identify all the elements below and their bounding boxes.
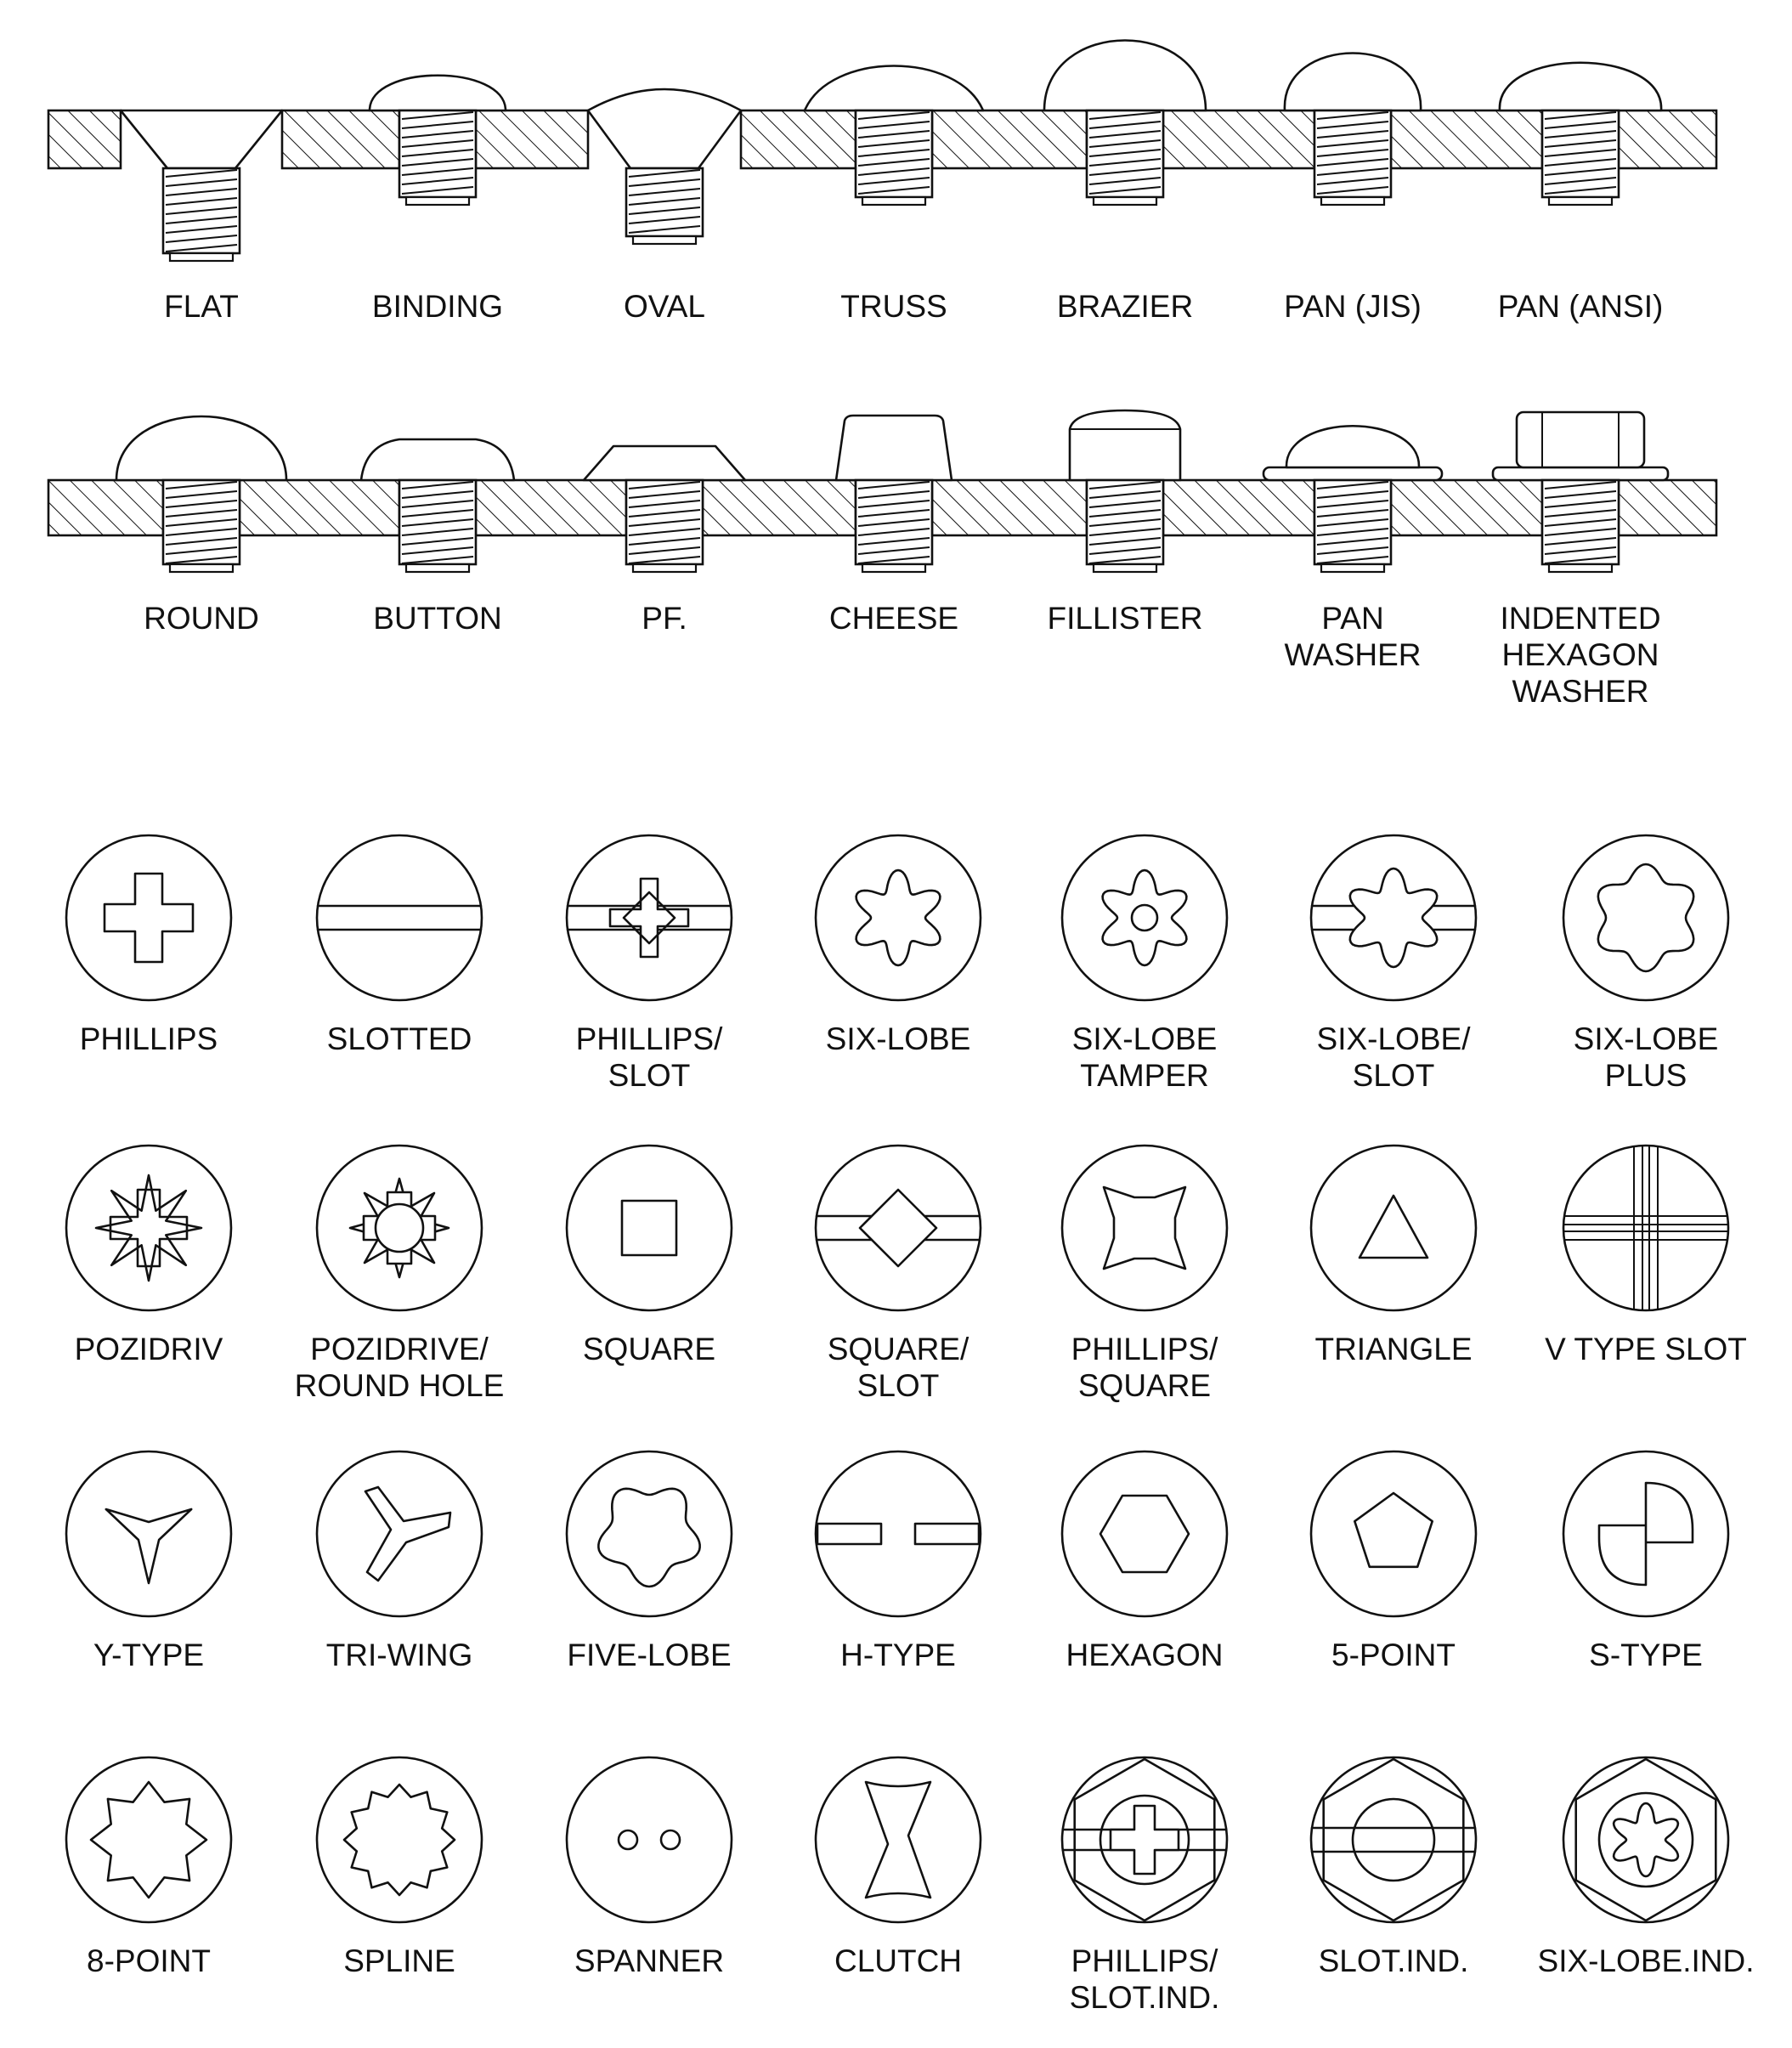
label-line: FLAT: [164, 289, 239, 324]
label-line: INDENTED: [1500, 601, 1661, 636]
label-line: SIX-LOBE: [1573, 1021, 1719, 1056]
screw-head-outline: [1311, 1146, 1476, 1310]
label-line: 5-POINT: [1331, 1638, 1456, 1672]
drive-six-lobe-ind-icon: [1538, 1757, 1755, 1978]
label-line: V TYPE SLOT: [1545, 1332, 1747, 1366]
screw-head-outline: [66, 1451, 231, 1616]
drive-types-section: [66, 835, 1754, 2015]
screw-head-outline: [1563, 1146, 1728, 1310]
screw-head-outline: [567, 1451, 732, 1616]
label-line: SLOT.IND.: [1318, 1943, 1469, 1978]
drive-slot-ind-icon: [1311, 1757, 1476, 1978]
label-line: SIX-LOBE: [825, 1021, 971, 1056]
label-line: PHILLIPS: [79, 1021, 218, 1056]
screw-head-outline: [567, 1146, 732, 1310]
label-line: SLOTTED: [326, 1021, 472, 1056]
drive-8-point-icon: [66, 1757, 231, 1978]
screw-head-outline: [816, 1451, 981, 1616]
label-line: PHILLIPS/: [1071, 1332, 1218, 1366]
label-line: CHEESE: [828, 601, 959, 636]
drive-spline-icon: [317, 1757, 482, 1978]
label-line: PAN (JIS): [1284, 289, 1422, 324]
label-line: SLOT.IND.: [1069, 1980, 1220, 2015]
screw-head-outline: [567, 1757, 732, 1922]
label-line: ROUND: [144, 601, 259, 636]
label-line: PAN: [1321, 601, 1384, 636]
head-flat: [121, 110, 282, 324]
label-line: BUTTON: [373, 601, 502, 636]
drive-six-lobe-plus-icon: [1563, 835, 1728, 1093]
label-line: SQUARE: [1077, 1368, 1212, 1403]
label-line: TRI-WING: [325, 1638, 473, 1672]
label-line: PLUS: [1604, 1058, 1687, 1093]
label-line: SLOT: [608, 1058, 691, 1093]
label-line: PHILLIPS/: [1071, 1943, 1218, 1978]
label-line: OVAL: [624, 289, 705, 324]
label-line: FIVE-LOBE: [567, 1638, 732, 1672]
head-oval: [588, 89, 741, 324]
drive-s-type-icon: [1563, 1451, 1728, 1672]
label-line: PF.: [642, 601, 687, 636]
drive-phillips-slot-ind-icon: [1062, 1757, 1227, 2015]
drive-slotted-icon: [317, 835, 482, 1056]
label-line: SQUARE/: [827, 1332, 969, 1366]
label-line: Y-TYPE: [93, 1638, 205, 1672]
label-line: PAN (ANSI): [1497, 289, 1664, 324]
drive-phillips-icon: [66, 835, 231, 1056]
label-line: WASHER: [1512, 674, 1649, 709]
screw-head-outline: [317, 1757, 482, 1922]
label-line: POZIDRIVE/: [310, 1332, 489, 1366]
screw-head-outline: [1311, 1451, 1476, 1616]
head-button: [361, 439, 514, 636]
drive-tri-wing-icon: [317, 1451, 482, 1672]
drive-six-lobe-tamper-icon: [1062, 835, 1227, 1093]
screw-head-outline: [1062, 1451, 1227, 1616]
drive-clutch-icon: [816, 1757, 981, 1978]
screw-head-outline: [816, 1757, 981, 1922]
label-line: HEXAGON: [1066, 1638, 1224, 1672]
label-line: WASHER: [1284, 637, 1422, 672]
head-truss: [805, 66, 983, 325]
drive-row-3: [66, 1451, 1728, 1672]
drive-h-type-icon: [816, 1451, 981, 1672]
screw-head-outline: [317, 835, 482, 1000]
head-pan-jis: [1284, 54, 1422, 325]
label-line: SPANNER: [574, 1943, 725, 1978]
drive-hexagon-icon: [1062, 1451, 1227, 1672]
label-line: CLUTCH: [834, 1943, 963, 1978]
drive-pozidriv-icon: [66, 1146, 231, 1366]
drive-spanner-icon: [567, 1757, 732, 1978]
label-line: SPLINE: [343, 1943, 455, 1978]
label-line: TAMPER: [1080, 1058, 1209, 1093]
drive-triangle-icon: [1311, 1146, 1476, 1366]
drive-square-icon: [567, 1146, 732, 1366]
drive-six-lobe-icon: [816, 835, 981, 1056]
drive-v-type-slot-icon: [1545, 1146, 1747, 1366]
screw-head-outline: [1563, 835, 1728, 1000]
label-line: BRAZIER: [1056, 289, 1194, 324]
label-line: SIX-LOBE.IND.: [1537, 1943, 1755, 1978]
label-line: PHILLIPS/: [575, 1021, 723, 1056]
label-line: SLOT: [856, 1368, 940, 1403]
head-row-1: [48, 41, 1716, 325]
label-line: FILLISTER: [1047, 601, 1203, 636]
label-line: TRIANGLE: [1314, 1332, 1473, 1366]
head-pf: [584, 446, 745, 636]
screw-head-outline: [66, 1146, 231, 1310]
drive-row-1: [66, 835, 1728, 1093]
label-line: SIX-LOBE: [1071, 1021, 1218, 1056]
head-indented-hexagon-washer: [1493, 412, 1668, 709]
head-brazier: [1044, 41, 1206, 325]
drive-six-lobe-slot-icon: [1311, 835, 1476, 1093]
drive-five-lobe-icon: [567, 1451, 732, 1672]
head-pan-ansi: [1498, 63, 1664, 324]
head-row-2: [48, 410, 1716, 709]
drive-phillips-slot-icon: [567, 835, 732, 1093]
label-line: H-TYPE: [840, 1638, 956, 1672]
screw-head-outline: [1311, 1757, 1476, 1922]
screw-head-outline: [1062, 1146, 1227, 1310]
drive-row-2: [66, 1146, 1747, 1403]
label-line: SIX-LOBE/: [1316, 1021, 1471, 1056]
screw-head-outline: [1062, 835, 1227, 1000]
drive-phillips-square-icon: [1062, 1146, 1227, 1403]
label-line: SLOT: [1352, 1058, 1435, 1093]
head-styles-section: [48, 41, 1716, 710]
screw-head-outline: [66, 835, 231, 1000]
drive-pozidrive-round-hole-icon: [295, 1146, 505, 1403]
drive-5-point-icon: [1311, 1451, 1476, 1672]
label-line: TRUSS: [840, 289, 947, 324]
drive-square-slot-icon: [816, 1146, 981, 1403]
label-line: POZIDRIV: [74, 1332, 223, 1366]
screw-head-outline: [816, 835, 981, 1000]
drive-y-type-icon: [66, 1451, 231, 1672]
drive-row-4: [66, 1757, 1754, 2015]
screw-head-outline: [1563, 1757, 1728, 1922]
label-line: BINDING: [371, 289, 504, 324]
head-pan-washer: [1263, 426, 1442, 672]
label-line: 8-POINT: [87, 1943, 211, 1978]
label-line: S-TYPE: [1589, 1638, 1703, 1672]
screw-head-outline: [317, 1451, 482, 1616]
label-line: HEXAGON: [1501, 637, 1659, 672]
label-line: ROUND HOLE: [294, 1368, 505, 1403]
label-line: SQUARE: [582, 1332, 716, 1366]
